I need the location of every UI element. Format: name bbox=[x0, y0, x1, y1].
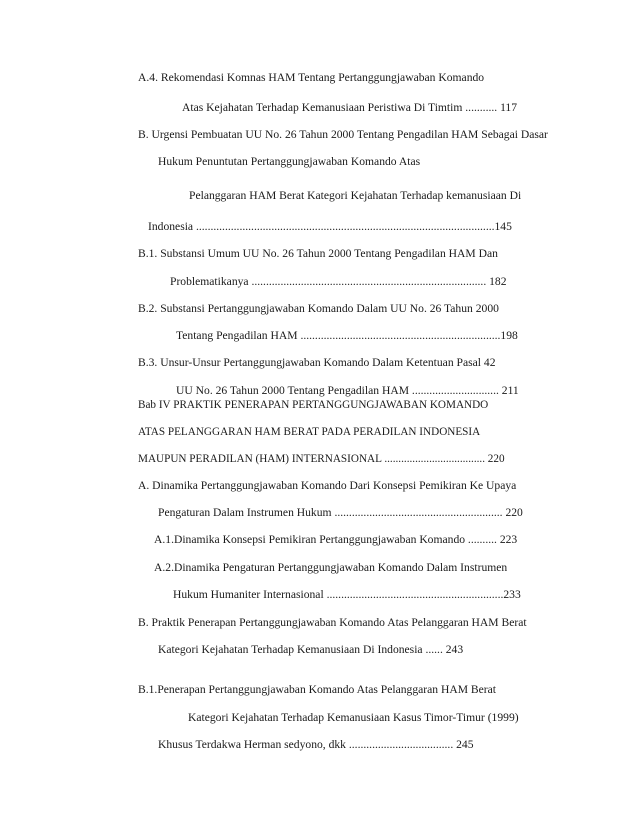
toc-entry-a2-cont: Hukum Humaniter Internasional .............................................................233 bbox=[173, 588, 521, 601]
toc-entry-a: A. Dinamika Pertanggungjawaban Komando Dari Konsepsi Pemikiran Ke Upaya bbox=[138, 479, 517, 492]
toc-chapter-iv-cont-1: ATAS PELANGGARAN HAM BERAT PADA PERADILAN INDONESIA bbox=[138, 426, 481, 438]
toc-entry-b2-cont: Tentang Pengadilan HAM .....................................................................198 bbox=[176, 329, 518, 342]
toc-entry-b-cont-2: Pelanggaran HAM Berat Kategori Kejahatan Terhadap kemanusiaan Di bbox=[189, 189, 522, 202]
toc-entry-b-cont-3: Indonesia .......................................................................................................145 bbox=[148, 220, 512, 233]
toc-entry-b1: B.1. Substansi Umum UU No. 26 Tahun 2000 Tentang Pengadilan HAM Dan bbox=[138, 247, 498, 260]
toc-entry-a4-cont: Atas Kejahatan Terhadap Kemanusiaan Peristiwa Di Timtim ........... 117 bbox=[182, 101, 518, 114]
toc-entry-b-praktik: B. Praktik Penerapan Pertanggungjawaban Komando Atas Pelanggaran HAM Berat bbox=[138, 616, 527, 629]
toc-entry-a4: A.4. Rekomendasi Komnas HAM Tentang Pertanggungjawaban Komando bbox=[138, 71, 485, 84]
toc-entry-b: B. Urgensi Pembuatan UU No. 26 Tahun 2000 Tentang Pengadilan HAM Sebagai Dasar bbox=[138, 128, 548, 141]
toc-entry-b1-cont: Problematikanya ................................................................................. 182 bbox=[170, 275, 507, 288]
toc-entry-a1: A.1.Dinamika Konsepsi Pemikiran Pertanggungjawaban Komando .......... 223 bbox=[154, 533, 518, 546]
toc-entry-a-cont: Pengaturan Dalam Instrumen Hukum .......................................................... 220 bbox=[158, 506, 523, 519]
toc-entry-b1-penerapan-cont-2: Khusus Terdakwa Herman sedyono, dkk .................................... 245 bbox=[158, 738, 474, 751]
toc-entry-b1-penerapan: B.1.Penerapan Pertanggungjawaban Komando Atas Pelanggaran HAM Berat bbox=[138, 683, 497, 696]
toc-entry-b1-penerapan-cont-1: Kategori Kejahatan Terhadap Kemanusiaan Kasus Timor-Timur (1999) bbox=[188, 711, 519, 724]
toc-chapter-iv: Bab IV PRAKTIK PENERAPAN PERTANGGUNGJAWABAN KOMANDO bbox=[138, 399, 489, 411]
toc-chapter-iv-cont-2: MAUPUN PERADILAN (HAM) INTERNASIONAL .................................... 220 bbox=[138, 453, 505, 465]
toc-entry-b-praktik-cont: Kategori Kejahatan Terhadap Kemanusiaan Di Indonesia ...... 243 bbox=[158, 643, 464, 656]
toc-entry-b-cont-1: Hukum Penuntutan Pertanggungjawaban Komando Atas bbox=[158, 155, 421, 168]
toc-entry-b3-cont: UU No. 26 Tahun 2000 Tentang Pengadilan HAM .............................. 211 bbox=[176, 384, 519, 397]
toc-entry-b3: B.3. Unsur-Unsur Pertanggungjawaban Komando Dalam Ketentuan Pasal 42 bbox=[138, 356, 496, 369]
toc-entry-a2: A.2.Dinamika Pengaturan Pertanggungjawaban Komando Dalam Instrumen bbox=[154, 561, 508, 574]
toc-entry-b2: B.2. Substansi Pertanggungjawaban Komando Dalam UU No. 26 Tahun 2000 bbox=[138, 302, 499, 315]
